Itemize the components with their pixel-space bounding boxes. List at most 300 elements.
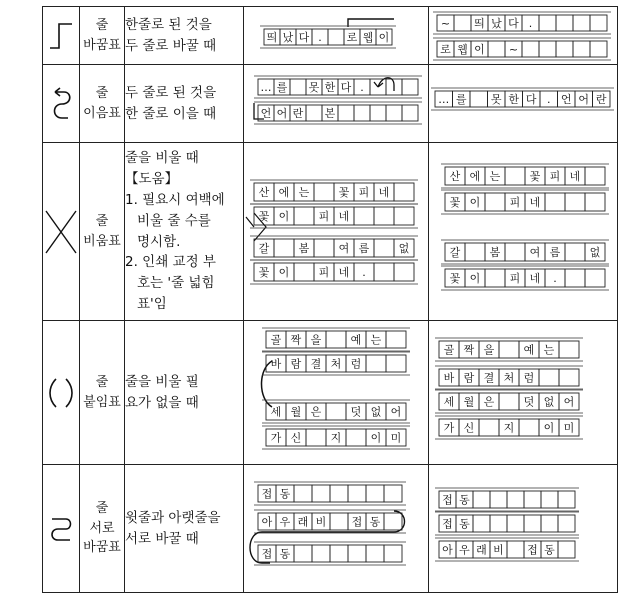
grid-cell [519, 419, 539, 436]
description-line: 두 줄로 된 것을 [125, 84, 217, 101]
grid-character: 접 [442, 517, 453, 531]
grid-cell [370, 105, 386, 121]
grid-cell [590, 41, 607, 57]
grid-character: 어 [390, 405, 402, 419]
grid-character: 꽃 [338, 186, 350, 199]
before-example-grid [244, 7, 428, 65]
manuscript-line [435, 366, 583, 389]
description-line: 비울 줄 수를 [137, 212, 211, 229]
manuscript-line [441, 164, 609, 188]
manuscript-line [250, 260, 418, 284]
grid-character: . [362, 266, 366, 279]
after-example-grid [429, 65, 617, 143]
manuscript-line [435, 488, 579, 511]
grid-character: 갈 [449, 246, 461, 259]
grid-cell [545, 193, 565, 211]
grid-character: 접 [261, 487, 273, 501]
grid-cell [348, 545, 366, 562]
grid-character: 우 [279, 515, 291, 529]
grid-character: ~ [508, 43, 519, 56]
manuscript-line [441, 190, 609, 214]
grid-character: 이 [378, 31, 390, 44]
grid-cell [507, 491, 524, 508]
description-line: 줄을 비울 필 [125, 373, 199, 390]
grid-cell [394, 207, 414, 225]
grid-cell [348, 485, 366, 502]
mark-description-cell [125, 7, 244, 65]
grid-cell [294, 485, 312, 502]
grid-character: 났 [282, 31, 294, 44]
grid-cell [366, 355, 386, 372]
mark-name-cell [80, 465, 125, 593]
grid-character: 이 [474, 43, 485, 56]
mark-name-line: 줄 [95, 214, 109, 229]
grid-cell [565, 243, 585, 261]
grid-character: 못 [308, 81, 320, 94]
grid-cell [507, 515, 524, 532]
grid-character: 네 [529, 272, 541, 285]
grid-character: . [547, 93, 551, 106]
grid-cell [470, 91, 488, 107]
grid-character: 은 [310, 405, 322, 419]
grid-cell [585, 193, 605, 211]
manuscript-line [254, 76, 422, 98]
grid-cell [505, 167, 525, 185]
manuscript-line [262, 400, 410, 423]
manuscript-line [262, 328, 410, 351]
grid-character: 띄 [474, 17, 485, 30]
symbol-cell [43, 465, 80, 593]
grid-character: 에 [278, 186, 290, 199]
grid-character: 이 [543, 421, 555, 435]
grid-character: 네 [529, 196, 541, 209]
manuscript-line [250, 180, 418, 204]
grid-character: 을 [310, 333, 322, 347]
mark-name-cell [80, 65, 125, 143]
description-line: 1. 필요시 여백에 [125, 191, 225, 208]
grid-character: 갈 [258, 242, 270, 255]
grid-character: … [260, 81, 272, 94]
grid-character: 우 [459, 543, 470, 557]
manuscript-line [435, 416, 583, 439]
grid-cell [590, 15, 607, 31]
mark-name-cell [80, 7, 125, 65]
grid-character: 없 [370, 405, 382, 419]
before-example-grid [244, 143, 428, 321]
grid-cell [366, 485, 384, 502]
grid-cell [294, 545, 312, 562]
grid-character: 다 [340, 81, 352, 94]
grid-cell [374, 239, 394, 257]
grid-cell [290, 79, 306, 95]
grid-cell [465, 243, 485, 261]
description-line: 줄을 비울 때 [125, 149, 199, 166]
grid-character: 미 [390, 431, 402, 445]
grid-character: 다 [508, 17, 519, 30]
grid-character: 없 [589, 246, 601, 259]
grid-cell [294, 263, 314, 281]
grid-cell [384, 485, 402, 502]
grid-cell [402, 79, 418, 95]
mark-name-line: 붙임표 [83, 394, 121, 410]
line-break-mark-icon [46, 16, 76, 56]
grid-character: 지 [330, 431, 342, 445]
grid-character: 네 [338, 210, 350, 223]
manuscript-line [435, 512, 579, 535]
after-example-cell [429, 7, 618, 65]
grid-character: 웹 [457, 43, 468, 56]
grid-character: 래 [476, 543, 487, 557]
grid-character: 아 [261, 515, 273, 529]
mark-name-line: 줄 [95, 501, 109, 517]
before-example-cell [244, 465, 429, 593]
grid-character: 네 [338, 266, 350, 279]
manuscript-line [254, 102, 422, 124]
grid-cell [306, 429, 326, 446]
grid-cell [541, 491, 558, 508]
description-line: 【도움】 [125, 170, 179, 187]
line-join-mark-icon [46, 84, 76, 124]
grid-character: 접 [442, 493, 453, 507]
grid-cell [573, 15, 590, 31]
grid-cell [306, 105, 322, 121]
grid-cell [507, 541, 524, 558]
grid-character: . [553, 272, 557, 285]
grid-cell [330, 545, 348, 562]
grid-character: 아 [442, 543, 453, 557]
grid-cell [338, 105, 354, 121]
description-line: 명시함. [137, 233, 181, 250]
grid-cell [314, 183, 334, 201]
grid-character: 래 [297, 515, 309, 529]
grid-character: 결 [483, 371, 495, 385]
grid-character: 피 [509, 196, 521, 209]
grid-character: 피 [549, 170, 561, 183]
line-close-mark-icon [46, 373, 76, 413]
after-example-grid [429, 143, 617, 321]
grid-character: 름 [358, 242, 370, 255]
grid-cell [354, 105, 370, 121]
grid-character: 동 [544, 543, 555, 557]
after-example-cell [429, 465, 618, 593]
grid-character: 는 [489, 170, 501, 183]
grid-cell [522, 41, 539, 57]
grid-character: 란 [595, 93, 607, 106]
grid-character: 여 [338, 242, 350, 255]
description-line: 윗줄과 아랫줄을 [125, 509, 221, 526]
grid-cell [454, 15, 471, 31]
grid-cell [366, 545, 384, 562]
grid-character: 예 [523, 343, 535, 357]
grid-character: 신 [463, 421, 475, 435]
grid-cell [539, 369, 559, 386]
manuscript-line [254, 510, 406, 533]
grid-character: 이 [469, 272, 481, 285]
before-example-grid [244, 321, 428, 465]
grid-cell [524, 515, 541, 532]
manuscript-line [435, 390, 583, 413]
grid-character: 골 [270, 333, 282, 347]
manuscript-line [262, 426, 410, 449]
grid-character: 덧 [523, 395, 535, 409]
grid-cell [485, 193, 505, 211]
proofreading-marks-table [42, 6, 618, 593]
grid-character: . [318, 31, 322, 44]
symbol-cell [43, 7, 80, 65]
grid-character: 언 [560, 93, 572, 106]
manuscript-line [435, 338, 583, 361]
grid-cell [565, 269, 585, 287]
grid-character: 접 [261, 547, 273, 561]
manuscript-line [254, 482, 406, 505]
grid-cell [374, 263, 394, 281]
grid-character: 못 [490, 93, 502, 106]
grid-cell [539, 41, 556, 57]
grid-cell [559, 341, 579, 358]
grid-character: 동 [459, 493, 470, 507]
grid-cell [330, 485, 348, 502]
grid-character: ~ [440, 17, 451, 30]
manuscript-line [435, 538, 579, 561]
grid-cell [294, 207, 314, 225]
grid-cell [573, 41, 590, 57]
line-swap-mark-icon [46, 509, 76, 549]
grid-character: 바 [443, 371, 455, 385]
grid-character: 피 [358, 186, 370, 199]
grid-cell [326, 331, 346, 348]
grid-character: 이 [278, 210, 290, 223]
grid-character: 짝 [290, 333, 302, 347]
grid-character: 를 [276, 81, 288, 94]
grid-character: 꽃 [449, 196, 461, 209]
grid-character: 가 [443, 421, 455, 435]
grid-character: 예 [350, 333, 362, 347]
before-example-grid [244, 65, 428, 143]
manuscript-line [250, 204, 418, 228]
grid-cell [479, 419, 499, 436]
grid-cell [499, 341, 519, 358]
manuscript-line [262, 352, 410, 375]
mark-name-line: 줄 [95, 86, 109, 101]
grid-character: 름 [549, 246, 561, 259]
grid-cell [485, 269, 505, 287]
before-example-grid [244, 465, 428, 593]
grid-character: 신 [290, 431, 302, 445]
grid-character: 은 [483, 395, 495, 409]
manuscript-line [441, 266, 609, 290]
mark-name-cell [80, 143, 125, 321]
grid-character: 언 [260, 107, 272, 120]
grid-cell [386, 331, 406, 348]
grid-cell [585, 269, 605, 287]
grid-character: 네 [569, 170, 581, 183]
mark-description-cell [125, 65, 244, 143]
grid-character: 람 [463, 371, 475, 385]
after-example-cell [429, 143, 618, 321]
grid-character: 짝 [463, 343, 475, 357]
grid-character: 처 [503, 371, 515, 385]
line-space-mark-icon [44, 207, 78, 257]
grid-character: 꽃 [258, 266, 270, 279]
grid-character: 동 [279, 547, 291, 561]
grid-cell [559, 369, 579, 386]
grid-character: 웹 [362, 31, 374, 44]
mark-name-line: 서로 [89, 520, 115, 536]
grid-character: 봄 [298, 242, 310, 255]
before-example-cell [244, 7, 429, 65]
grid-character: 없 [398, 242, 410, 255]
grid-cell [312, 485, 330, 502]
grid-cell [374, 207, 394, 225]
mark-name-line: 줄 [95, 18, 109, 33]
grid-character: 꽃 [258, 210, 270, 223]
symbol-cell [43, 321, 80, 465]
table-row [43, 65, 618, 143]
grid-character: 는 [543, 343, 555, 357]
mark-description-cell [125, 143, 244, 321]
grid-cell [488, 41, 505, 57]
grid-cell [499, 393, 519, 410]
grid-cell [585, 167, 605, 185]
grid-character: 접 [351, 515, 363, 529]
table-row [43, 143, 618, 321]
after-example-cell [429, 65, 618, 143]
description-line: 두 줄로 바꿀 때 [125, 37, 217, 54]
grid-character: 람 [290, 357, 302, 371]
grid-character: 럼 [350, 357, 362, 371]
grid-character: 가 [270, 431, 282, 445]
grid-character: 어 [563, 395, 575, 409]
description-line: 한 줄로 이을 때 [125, 105, 217, 122]
symbol-cell [43, 65, 80, 143]
manuscript-line [433, 38, 611, 60]
description-line: 호는 '줄 넓힘 [137, 275, 215, 292]
grid-character: 여 [529, 246, 541, 259]
grid-character: 산 [449, 170, 461, 183]
mark-name-line: 바꿈표 [83, 540, 121, 556]
manuscript-line [441, 240, 609, 264]
grid-character: 지 [503, 421, 515, 435]
grid-cell [558, 491, 575, 508]
grid-cell [539, 15, 556, 31]
grid-character: 꽃 [529, 170, 541, 183]
grid-cell [330, 513, 348, 530]
before-example-cell [244, 143, 429, 321]
grid-character: 접 [527, 543, 538, 557]
grid-character: . [360, 81, 364, 94]
grid-character: 미 [563, 421, 575, 435]
grid-character: 피 [318, 266, 330, 279]
grid-character: 봄 [489, 246, 501, 259]
grid-character: 산 [258, 186, 270, 199]
grid-character: 세 [443, 395, 455, 409]
grid-character: 다 [298, 31, 310, 44]
grid-character: 어 [276, 107, 288, 120]
grid-cell [524, 491, 541, 508]
mark-description-cell [125, 321, 244, 465]
grid-character: 비 [493, 543, 504, 557]
grid-character: 결 [310, 357, 322, 371]
grid-cell [402, 105, 418, 121]
grid-cell [394, 263, 414, 281]
manuscript-line [254, 542, 406, 565]
manuscript-line [260, 26, 396, 48]
grid-cell [346, 429, 366, 446]
grid-character: … [438, 93, 450, 106]
grid-character: 본 [324, 107, 336, 120]
mark-name-cell [80, 321, 125, 465]
grid-cell [386, 105, 402, 121]
grid-cell [274, 239, 294, 257]
table-row [43, 321, 618, 465]
grid-cell [490, 491, 507, 508]
grid-character: 없 [543, 395, 555, 409]
after-example-grid [429, 7, 617, 65]
grid-cell [354, 207, 374, 225]
grid-character: 동 [459, 517, 470, 531]
grid-character: 네 [378, 186, 390, 199]
grid-character: 월 [290, 405, 302, 419]
grid-character: 을 [483, 343, 495, 357]
grid-cell [556, 15, 573, 31]
description-line: 표'임 [137, 296, 167, 313]
grid-character: 피 [318, 210, 330, 223]
grid-cell [558, 515, 575, 532]
grid-character: . [528, 17, 533, 30]
grid-character: 비 [315, 515, 327, 529]
grid-character: 골 [443, 343, 455, 357]
grid-cell [505, 243, 525, 261]
grid-character: 를 [455, 93, 467, 106]
grid-character: 로 [346, 31, 358, 44]
symbol-cell [43, 143, 80, 321]
grid-character: 났 [491, 17, 502, 30]
mark-name-line: 바꿈표 [83, 37, 121, 53]
grid-character: 한 [324, 81, 336, 94]
grid-character: 덧 [350, 405, 362, 419]
grid-cell [394, 183, 414, 201]
grid-cell [312, 545, 330, 562]
grid-character: 는 [370, 333, 382, 347]
grid-cell [558, 541, 575, 558]
mark-name-line: 비움표 [83, 233, 121, 249]
description-line: 2. 인쇄 교정 부 [125, 254, 216, 271]
grid-cell [565, 193, 585, 211]
grid-character: 동 [279, 487, 291, 501]
grid-character: 꽃 [449, 272, 461, 285]
grid-cell [386, 355, 406, 372]
grid-character: 란 [292, 107, 304, 120]
mark-description-cell [125, 465, 244, 593]
grid-cell [384, 513, 402, 530]
grid-cell [314, 239, 334, 257]
grid-character: 이 [469, 196, 481, 209]
grid-cell [473, 491, 490, 508]
after-example-grid [429, 465, 617, 593]
grid-character: 한 [508, 93, 520, 106]
grid-character: 세 [270, 405, 282, 419]
grid-character: 바 [270, 357, 282, 371]
grid-character: 동 [369, 515, 381, 529]
grid-character: 이 [278, 266, 290, 279]
mark-name-line: 이음표 [83, 105, 121, 121]
grid-character: 이 [370, 431, 382, 445]
manuscript-line [433, 12, 611, 34]
table-row [43, 465, 618, 593]
grid-character: 어 [578, 93, 590, 106]
grid-cell [326, 403, 346, 420]
grid-cell [490, 515, 507, 532]
